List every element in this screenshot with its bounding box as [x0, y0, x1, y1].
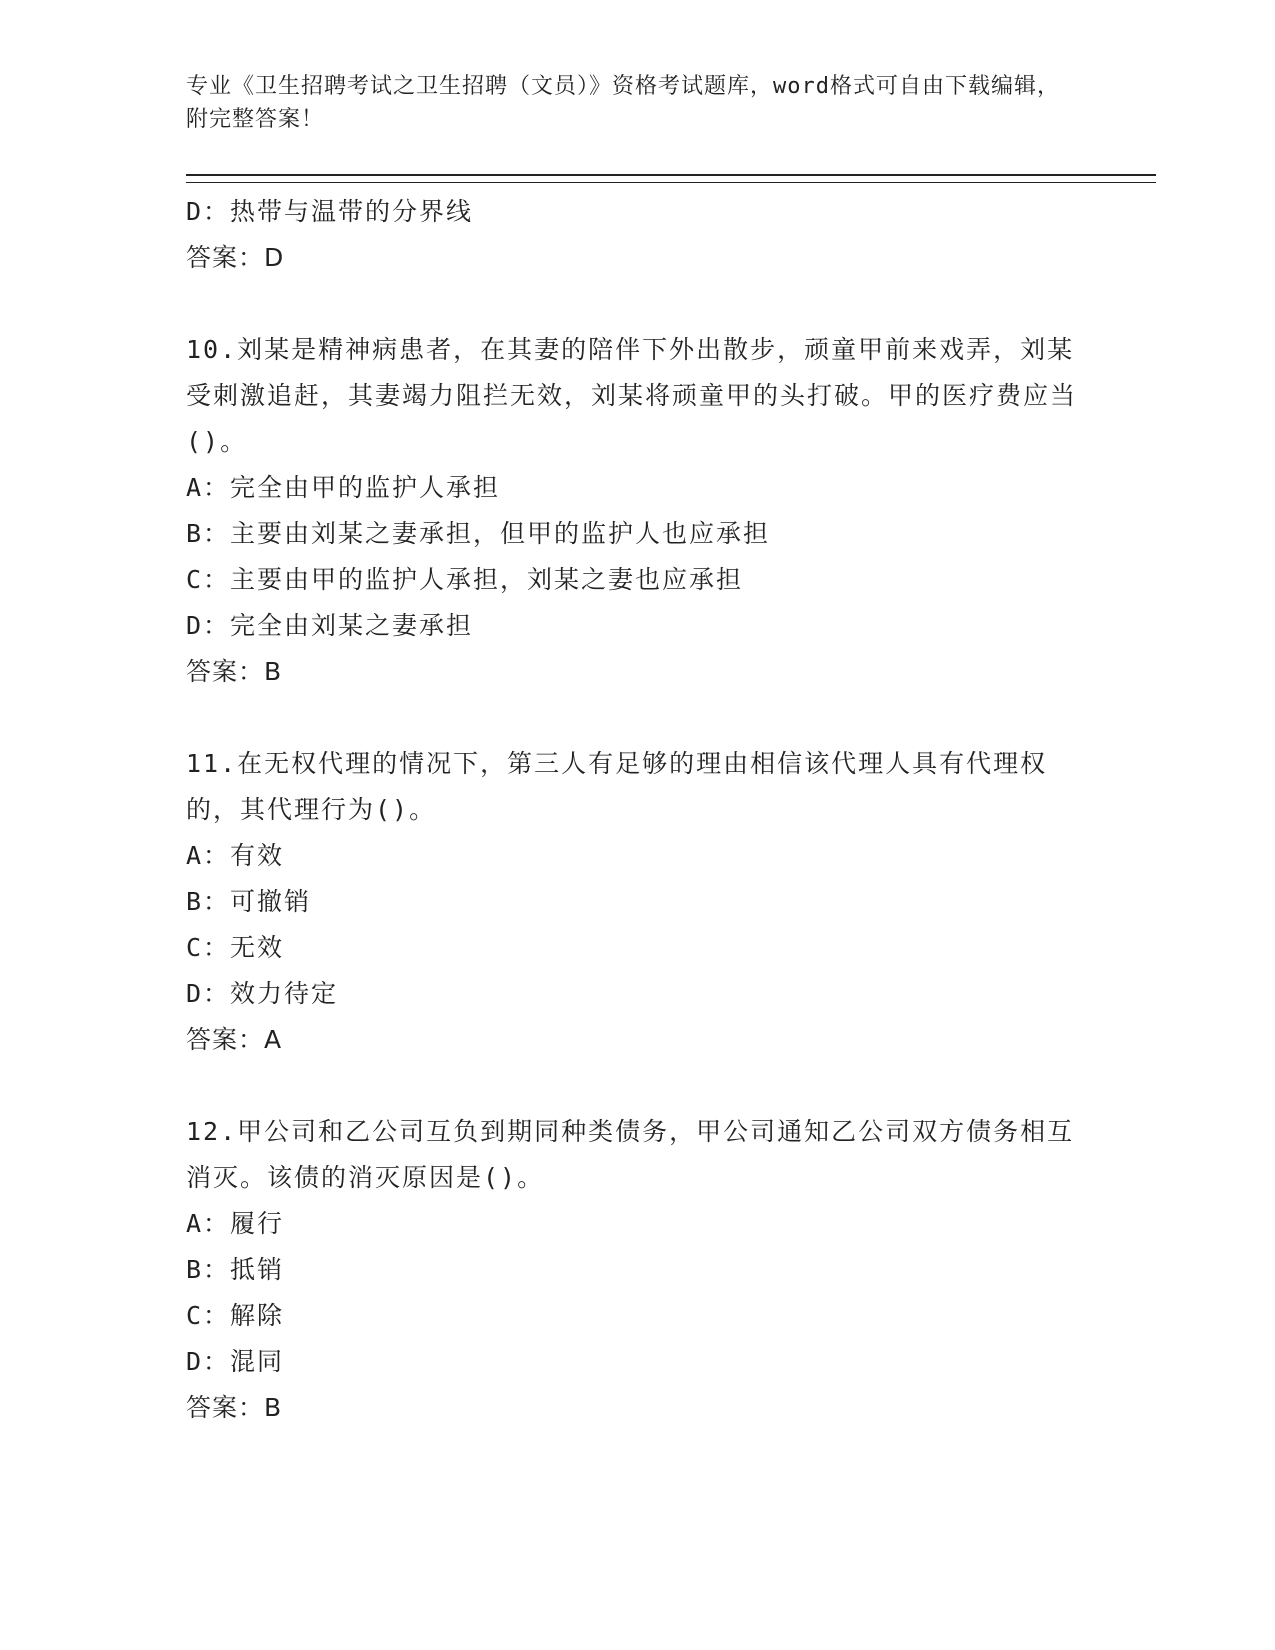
option-d: D：热带与温带的分界线	[186, 197, 474, 226]
question-stem: 10.刘某是精神病患者，在其妻的陪伴下外出散步，顽童甲前来戏弄，刘某受刺激追赶，其妻竭力阻拦无效，刘某将顽童甲的头打破。甲的医疗费应当()。	[186, 335, 1078, 456]
option-b: B：抵销	[186, 1255, 285, 1284]
option-a: A：完全由甲的监护人承担	[186, 473, 501, 502]
answer-line: 答案：B	[186, 1393, 283, 1422]
document-page	[186, 70, 1156, 1431]
option-b: B：主要由刘某之妻承担，但甲的监护人也应承担	[186, 519, 771, 548]
answer-line: 答案：D	[186, 243, 285, 272]
question-10	[186, 327, 1156, 695]
question-11	[186, 741, 1156, 1063]
answer-line: 答案：A	[186, 1025, 283, 1054]
question-stem: 11.在无权代理的情况下，第三人有足够的理由相信该代理人具有代理权的，其代理行为()。	[186, 749, 1048, 824]
option-d: D：效力待定	[186, 979, 339, 1008]
question-spacer	[186, 1063, 1156, 1109]
document-header: 专业《卫生招聘考试之卫生招聘（文员）》资格考试题库，word格式可自由下载编辑，附完整答案！	[186, 74, 1060, 132]
question-spacer	[186, 695, 1156, 741]
header-divider	[186, 174, 1156, 183]
option-b: B：可撤销	[186, 887, 312, 916]
question-12	[186, 1109, 1156, 1431]
answer-line: 答案：B	[186, 657, 283, 686]
option-d: D：混同	[186, 1347, 285, 1376]
option-a: A：履行	[186, 1209, 285, 1238]
question-spacer	[186, 281, 1156, 327]
option-c: C：无效	[186, 933, 285, 962]
option-d: D：完全由刘某之妻承担	[186, 611, 474, 640]
option-c: C：主要由甲的监护人承担，刘某之妻也应承担	[186, 565, 744, 594]
option-c: C：解除	[186, 1301, 285, 1330]
option-a: A：有效	[186, 841, 285, 870]
question-stem: 12.甲公司和乙公司互负到期同种类债务，甲公司通知乙公司双方债务相互消灭。该债的消灭原因是()。	[186, 1117, 1075, 1192]
